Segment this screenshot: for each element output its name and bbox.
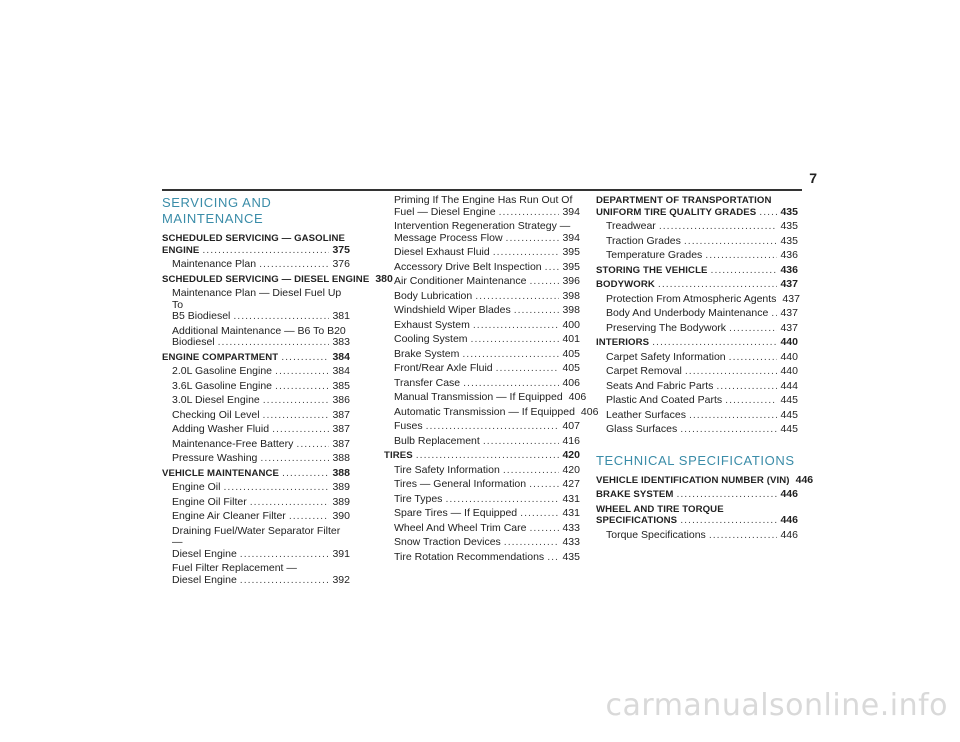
toc-page-number: 405 <box>562 347 580 360</box>
toc-entry-title: Preserving The Bodywork <box>606 321 727 334</box>
toc-entry-title: Brake System <box>394 347 460 360</box>
toc-entry[interactable] <box>162 410 350 422</box>
toc-entry-title: INTERIORS <box>596 337 650 348</box>
toc-page-number: 445 <box>780 394 798 406</box>
dot-leader <box>659 221 778 233</box>
toc-entry-title: Carpet Safety Information <box>606 350 726 363</box>
toc-entry-title: Manual Transmission — If Equipped <box>394 391 563 403</box>
toc-page-number: 384 <box>332 365 350 377</box>
toc-page-number: 376 <box>332 258 350 270</box>
toc-page-number: 386 <box>332 394 350 406</box>
toc-entry-title: Tires — General Information <box>394 478 527 490</box>
toc-entry-title: Tire Safety Information <box>394 463 500 476</box>
toc-page-number: 406 <box>568 391 587 403</box>
toc-entry-title: Front/Rear Axle Fluid <box>394 362 493 374</box>
toc-entry-title: Engine Oil Filter <box>172 495 247 508</box>
dot-leader <box>680 515 777 527</box>
dot-leader <box>259 259 329 271</box>
toc-entry-title-line: Intervention Regeneration Strategy — <box>394 220 571 232</box>
toc-entry[interactable] <box>162 439 350 451</box>
dot-leader <box>218 337 330 349</box>
dot-leader <box>289 511 330 523</box>
toc-page-number: 437 <box>780 278 798 290</box>
toc-entry-title: Fuses <box>394 420 423 432</box>
toc-entry-title: 3.6L Gasoline Engine <box>172 379 273 392</box>
toc-entry[interactable] <box>596 424 798 436</box>
toc-entry[interactable] <box>162 326 350 349</box>
toc-page-number: 385 <box>332 379 350 392</box>
toc-page-number: 392 <box>332 573 350 586</box>
toc-heading-entry[interactable] <box>162 352 350 364</box>
toc-entry[interactable] <box>596 323 798 335</box>
toc-entry-title: Air Conditioner Maintenance <box>394 275 527 287</box>
toc-entry[interactable] <box>384 262 580 274</box>
toc-heading-entry[interactable] <box>162 233 350 256</box>
toc-page-number: 435 <box>780 220 798 232</box>
toc-entry-title: Snow Traction Devices <box>394 536 501 548</box>
toc-page-number: 435 <box>562 550 580 563</box>
toc-page-number: 387 <box>332 423 350 435</box>
toc-page-number: 390 <box>332 510 350 522</box>
toc-entry-title: Wheel And Wheel Trim Care <box>394 521 527 534</box>
toc-entry[interactable] <box>384 523 580 535</box>
toc-page-number: 387 <box>332 437 350 450</box>
toc-heading-entry[interactable] <box>596 195 798 218</box>
section-title-servicing: SERVICING AND MAINTENANCE <box>162 195 272 226</box>
toc-entry-title-line: SCHEDULED SERVICING — GASOLINE <box>162 233 345 244</box>
toc-entry-title: Tire Types <box>394 492 443 505</box>
dot-leader <box>729 323 777 335</box>
toc-page-number: 398 <box>562 289 580 302</box>
dot-leader <box>233 311 329 323</box>
dot-leader <box>240 549 330 561</box>
toc-entry[interactable] <box>384 247 580 259</box>
toc-page-number: 405 <box>562 362 580 374</box>
toc-heading-entry[interactable] <box>162 272 393 286</box>
toc-page-number: 440 <box>780 365 798 377</box>
toc-entry[interactable] <box>162 482 350 494</box>
toc-page-number: 389 <box>332 481 350 493</box>
dot-leader <box>426 421 560 433</box>
toc-entry-title-line: Priming If The Engine Has Run Out Of <box>394 194 573 206</box>
toc-page-number: 395 <box>562 260 580 273</box>
toc-entry[interactable] <box>162 563 350 586</box>
toc-page-number: 431 <box>562 507 580 519</box>
toc-entry-title: Protection From Atmospheric Agents <box>606 292 777 305</box>
toc-entry[interactable] <box>596 381 798 393</box>
toc-heading-entry[interactable] <box>162 468 350 480</box>
toc-entry[interactable] <box>384 363 580 375</box>
watermark-text: carmanualsonline.info <box>605 688 948 723</box>
dot-leader <box>463 378 559 390</box>
dot-leader <box>483 436 560 448</box>
toc-entry-title: Exhaust System <box>394 318 470 331</box>
dot-leader <box>282 468 329 480</box>
toc-entry[interactable] <box>596 221 798 233</box>
toc-entry-title: Biodiesel <box>172 336 215 348</box>
toc-page-number: 437 <box>780 307 798 319</box>
dot-leader <box>272 424 329 436</box>
toc-page-number: 445 <box>780 423 798 435</box>
toc-entry[interactable] <box>596 530 798 542</box>
toc-entry-title: Cooling System <box>394 333 468 345</box>
dot-leader <box>263 410 330 422</box>
dot-leader <box>506 233 560 245</box>
toc-entry[interactable] <box>384 508 580 520</box>
toc-page-number: 445 <box>780 408 798 421</box>
dot-leader <box>729 352 778 364</box>
toc-entry[interactable] <box>162 381 350 393</box>
toc-page-number: 444 <box>780 379 798 392</box>
toc-entry-title: Message Process Flow <box>394 231 503 244</box>
toc-entry[interactable] <box>384 349 580 361</box>
dot-leader <box>705 250 777 262</box>
toc-page-number: 401 <box>562 333 580 345</box>
toc-entry[interactable] <box>384 391 587 404</box>
toc-column-2 <box>384 194 599 566</box>
dot-leader <box>652 337 777 349</box>
dot-leader <box>445 494 559 506</box>
dot-leader <box>493 247 560 259</box>
toc-entry-title: Seats And Fabric Parts <box>606 379 714 392</box>
toc-entry-title: Adding Washer Fluid <box>172 423 270 435</box>
toc-page-number: 433 <box>562 521 580 534</box>
dot-leader <box>504 537 560 549</box>
toc-entry[interactable] <box>384 479 580 491</box>
dot-leader <box>676 489 777 501</box>
toc-page-number: 380 <box>375 272 393 285</box>
dot-leader <box>545 262 560 274</box>
dot-leader <box>473 320 560 332</box>
toc-entry-title: Glass Surfaces <box>606 423 678 435</box>
toc-heading-entry[interactable] <box>596 265 798 277</box>
toc-entry[interactable] <box>162 497 350 509</box>
toc-page-number: 381 <box>332 310 350 322</box>
dot-leader <box>250 497 330 509</box>
toc-entry[interactable] <box>384 334 580 346</box>
toc-entry[interactable] <box>596 352 798 364</box>
toc-page-number: 436 <box>780 249 798 261</box>
toc-page-number: 406 <box>580 405 599 418</box>
toc-entry-title: Tire Rotation Recommendations <box>394 550 545 563</box>
toc-entry[interactable] <box>162 424 350 436</box>
toc-heading-entry[interactable] <box>596 279 798 291</box>
dot-leader <box>529 479 559 491</box>
dot-leader <box>514 305 560 317</box>
dot-leader <box>658 279 778 291</box>
toc-list-col2 <box>384 194 599 563</box>
toc-heading-entry[interactable] <box>596 504 798 527</box>
toc-entry[interactable] <box>384 195 580 218</box>
toc-entry[interactable] <box>384 465 580 477</box>
toc-page-number: 394 <box>562 231 580 244</box>
toc-entry-title: Engine Oil <box>172 481 221 493</box>
toc-entry-title: Pressure Washing <box>172 452 258 464</box>
toc-page-number: 389 <box>332 495 350 508</box>
toc-page-number: 420 <box>562 463 580 476</box>
toc-entry[interactable] <box>162 526 350 561</box>
toc-entry-title: Windshield Wiper Blades <box>394 304 511 316</box>
dot-leader <box>709 530 778 542</box>
toc-list-col1 <box>162 233 393 586</box>
toc-page-number: 446 <box>780 488 798 500</box>
dot-leader <box>281 352 329 364</box>
toc-page-number: 388 <box>332 466 350 479</box>
dot-leader <box>530 276 560 288</box>
dot-leader <box>547 552 559 564</box>
toc-entry-title: Temperature Grades <box>606 249 703 261</box>
toc-entry-title: 3.0L Diesel Engine <box>172 394 260 406</box>
toc-entry-title: Accessory Drive Belt Inspection <box>394 260 542 273</box>
toc-entry-title: Spare Tires — If Equipped <box>394 507 518 519</box>
toc-entry[interactable] <box>384 552 580 564</box>
toc-page-number: 446 <box>780 528 798 541</box>
dot-leader <box>263 395 330 407</box>
toc-entry[interactable] <box>596 236 798 248</box>
toc-entry-title-line: Draining Fuel/Water Separator Filter — <box>172 524 341 548</box>
toc-entry-title: ENGINE COMPARTMENT <box>162 351 279 363</box>
toc-entry[interactable] <box>384 421 580 433</box>
toc-entry-title: SPECIFICATIONS <box>596 515 678 526</box>
toc-page-number: 427 <box>562 478 580 490</box>
dot-leader <box>725 395 777 407</box>
toc-entry-title-line: Fuel Filter Replacement — <box>172 562 297 574</box>
toc-entry-title: Bulb Replacement <box>394 434 480 447</box>
toc-list-col3a <box>596 195 798 436</box>
toc-page-number: 395 <box>562 246 580 258</box>
toc-entry-title: Treadwear <box>606 220 656 232</box>
toc-column-1 <box>162 195 393 589</box>
toc-page-number: 420 <box>562 449 580 461</box>
dot-leader <box>240 575 330 587</box>
toc-entry-title: Torque Specifications <box>606 528 706 541</box>
toc-entry[interactable] <box>384 276 580 288</box>
toc-entry-title: Fuel — Diesel Engine <box>394 205 496 218</box>
toc-page-number: 383 <box>332 336 350 348</box>
toc-entry[interactable] <box>384 221 580 244</box>
toc-entry-title: 2.0L Gasoline Engine <box>172 365 273 377</box>
toc-entry[interactable] <box>384 436 580 448</box>
dot-leader <box>685 366 778 378</box>
dot-leader <box>680 424 777 436</box>
toc-column-3 <box>596 195 814 544</box>
toc-entry-title-line: DEPARTMENT OF TRANSPORTATION <box>596 195 772 206</box>
toc-page-number: 384 <box>332 350 350 363</box>
toc-heading-entry[interactable] <box>384 450 580 462</box>
dot-leader <box>520 508 559 520</box>
dot-leader <box>471 334 560 346</box>
toc-entry-title: BODYWORK <box>596 279 655 290</box>
toc-heading-entry[interactable] <box>596 489 798 501</box>
toc-page-number: 446 <box>795 473 814 486</box>
toc-page-number: 396 <box>562 275 580 287</box>
toc-page-number: 446 <box>780 514 798 526</box>
toc-entry[interactable] <box>384 405 599 419</box>
toc-entry-title: Diesel Engine <box>172 547 237 560</box>
toc-entry-title: Traction Grades <box>606 234 681 247</box>
toc-page-number: 406 <box>562 376 580 389</box>
dot-leader <box>462 349 559 361</box>
toc-page-number: 394 <box>562 205 580 218</box>
toc-entry-title: Carpet Removal <box>606 365 682 377</box>
toc-entry[interactable] <box>384 537 580 549</box>
toc-entry-title: UNIFORM TIRE QUALITY GRADES <box>596 206 757 218</box>
dot-leader <box>499 207 560 219</box>
dot-leader <box>275 366 329 378</box>
dot-leader <box>275 381 329 393</box>
toc-entry[interactable] <box>596 294 798 306</box>
dot-leader <box>503 465 560 477</box>
toc-entry-title: BRAKE SYSTEM <box>596 489 674 500</box>
toc-entry[interactable] <box>162 288 350 323</box>
toc-page-number: 440 <box>780 336 798 348</box>
toc-page-number: 391 <box>332 547 350 560</box>
toc-entry-title-line: Additional Maintenance — B6 To B20 <box>172 324 346 337</box>
dot-leader <box>260 453 329 465</box>
toc-entry-title: Plastic And Coated Parts <box>606 394 723 406</box>
toc-page-number: 437 <box>782 292 800 305</box>
toc-entry-title: Diesel Exhaust Fluid <box>394 246 490 258</box>
toc-entry-title: Maintenance-Free Battery <box>172 437 294 450</box>
toc-entry[interactable] <box>384 378 580 390</box>
toc-entry-title: SCHEDULED SERVICING — DIESEL ENGINE <box>162 273 370 285</box>
toc-entry[interactable] <box>162 395 350 407</box>
toc-entry[interactable] <box>162 453 350 465</box>
toc-heading-entry[interactable] <box>596 473 814 487</box>
dot-leader <box>759 207 777 219</box>
toc-entry[interactable] <box>596 410 798 422</box>
toc-entry-title: Transfer Case <box>394 376 461 389</box>
toc-heading-entry[interactable] <box>596 337 798 349</box>
dot-leader <box>529 523 559 535</box>
toc-page-number: 433 <box>562 536 580 548</box>
toc-entry-title: VEHICLE IDENTIFICATION NUMBER (VIN) <box>596 474 790 486</box>
dot-leader <box>771 308 777 320</box>
toc-entry-title: Body And Underbody Maintenance <box>606 307 769 319</box>
toc-entry-title: TIRES <box>384 450 413 461</box>
toc-entry[interactable] <box>384 291 580 303</box>
toc-entry-title: Body Lubrication <box>394 289 473 302</box>
toc-page-number: 375 <box>332 243 350 256</box>
toc-entry[interactable] <box>384 494 580 506</box>
toc-entry-title: VEHICLE MAINTENANCE <box>162 467 280 479</box>
toc-page-number: 436 <box>780 263 798 276</box>
toc-page-number: 435 <box>780 205 798 218</box>
toc-entry-title: Engine Air Cleaner Filter <box>172 510 286 522</box>
toc-entry[interactable] <box>384 305 580 317</box>
dot-leader <box>689 410 778 422</box>
page-number: 7 <box>809 170 817 186</box>
toc-entry-title: Maintenance Plan <box>172 258 257 270</box>
toc-page-number: 437 <box>780 321 798 334</box>
toc-entry-title: Leather Surfaces <box>606 408 686 421</box>
dot-leader <box>684 236 778 248</box>
toc-entry-title-line: Maintenance Plan — Diesel Fuel Up To <box>172 287 342 311</box>
section-title-technical: TECHNICAL SPECIFICATIONS <box>596 452 795 468</box>
toc-entry-title: ENGINE <box>162 244 200 256</box>
dot-leader <box>716 381 777 393</box>
toc-entry-title: B5 Biodiesel <box>172 310 231 322</box>
toc-page-number: 387 <box>332 408 350 421</box>
toc-entry-title-line: WHEEL AND TIRE TORQUE <box>596 503 724 515</box>
dot-leader <box>202 245 329 257</box>
toc-entry[interactable] <box>162 511 350 523</box>
toc-page-number: 407 <box>562 420 580 432</box>
dot-leader <box>296 439 329 451</box>
toc-entry[interactable] <box>596 366 798 378</box>
toc-page-number: 400 <box>562 318 580 331</box>
toc-entry[interactable] <box>384 320 580 332</box>
toc-entry[interactable] <box>596 308 798 320</box>
toc-page-number: 435 <box>780 234 798 247</box>
toc-page-number: 431 <box>562 492 580 505</box>
toc-entry[interactable] <box>162 259 350 271</box>
toc-page-number: 440 <box>780 350 798 363</box>
toc-entry-title: Checking Oil Level <box>172 408 260 421</box>
toc-page-number: 388 <box>332 452 350 464</box>
toc-page-number: 398 <box>562 304 580 316</box>
toc-entry[interactable] <box>162 366 350 378</box>
dot-leader <box>711 265 778 277</box>
dot-leader <box>496 363 560 375</box>
toc-page-number: 416 <box>562 434 580 447</box>
header-rule <box>162 189 802 191</box>
toc-entry-title: Automatic Transmission — If Equipped <box>394 405 575 418</box>
toc-list-col3b <box>596 473 814 542</box>
toc-entry[interactable] <box>596 395 798 407</box>
dot-leader <box>416 450 560 462</box>
toc-entry-title: Diesel Engine <box>172 573 237 586</box>
dot-leader <box>223 482 329 494</box>
toc-entry[interactable] <box>596 250 798 262</box>
toc-entry-title: STORING THE VEHICLE <box>596 264 708 276</box>
dot-leader <box>475 291 559 303</box>
